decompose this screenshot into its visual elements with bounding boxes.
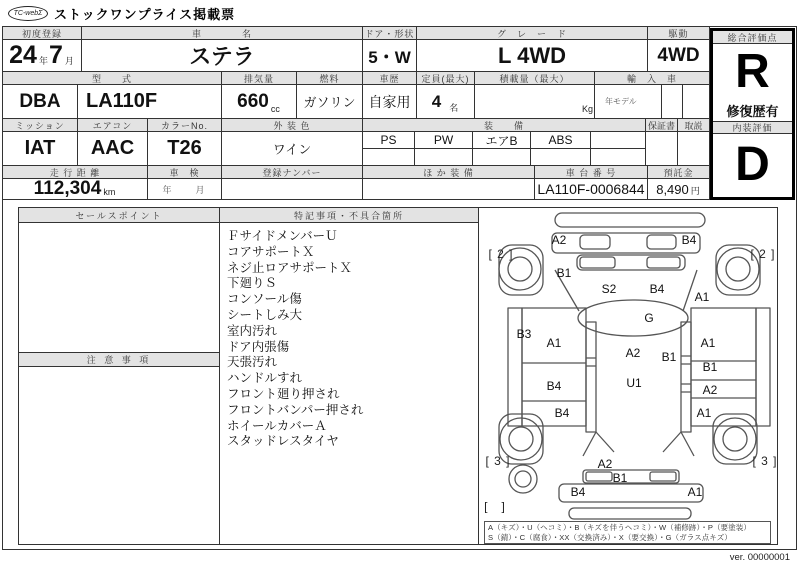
mileage-number: 112,304 <box>33 179 102 199</box>
damage-marker: A2 <box>625 346 641 360</box>
value-displacement <box>222 85 297 119</box>
equipment-cell-empty4 <box>473 149 531 166</box>
header-grade: グ レ ー ド <box>417 27 648 40</box>
equipment-cell-empty1 <box>591 132 646 149</box>
header-interior-rating: 内装評価 <box>713 121 792 134</box>
header-warranty: 保証書 <box>646 119 678 132</box>
wheel-grade-label: [ 3 ] <box>485 454 511 468</box>
header-aircon: エアコン <box>78 119 148 132</box>
header-defects: 特記事項・不具合箇所 <box>220 208 478 223</box>
header-car-name: 車 名 <box>82 27 363 40</box>
version-text: ver. 00000001 <box>729 552 790 563</box>
header-mileage: 走 行 距 離 <box>3 166 148 179</box>
damage-marker: B4 <box>649 282 665 296</box>
equipment-cell-ps: PS <box>363 132 415 149</box>
header-reg-number: 登録ナンバー <box>222 166 363 179</box>
interior-rating-value: D <box>735 138 770 191</box>
header-chassis-number: 車 台 番 号 <box>535 166 648 179</box>
defect-item: フロントバンパー押され <box>227 402 364 417</box>
value-inspection: 年 月 <box>148 179 222 199</box>
tcweb-logo-icon: TC-webΣ <box>8 6 48 21</box>
header-first-registration: 初度登録 <box>3 27 82 40</box>
legend-line-1: A（キズ）・U（ヘコミ）・B（キズを伴うヘコミ）・W（補修跡）・P（要塗装） <box>488 523 751 532</box>
value-drive: 4WD <box>648 40 709 72</box>
value-grade: L 4WD <box>417 40 648 72</box>
value-import-sub1 <box>662 85 683 119</box>
damage-marker: B1 <box>556 266 572 280</box>
defect-list <box>220 223 478 450</box>
defect-item: フロント廻り押され <box>227 386 340 401</box>
equipment-cell-empty3 <box>415 149 473 166</box>
displacement-number: 660 <box>237 90 269 112</box>
value-model-code: LA110F <box>78 85 222 119</box>
damage-marker: A1 <box>687 485 703 499</box>
sales-point-content <box>19 223 219 352</box>
damage-marker: A1 <box>700 336 716 350</box>
capacity-number: 4 <box>431 91 442 111</box>
value-model-prefix: DBA <box>3 85 78 119</box>
damage-marker: B4 <box>546 379 562 393</box>
value-exterior-color: ワイン <box>222 132 363 166</box>
damage-marker: A2 <box>597 457 613 471</box>
damage-marker: A1 <box>696 406 712 420</box>
sales-point-box <box>18 207 220 545</box>
header-sales-point: セールスポイント <box>19 208 219 223</box>
mileage-unit: km <box>103 187 116 197</box>
header-history: 車歴 <box>363 72 417 85</box>
value-manual <box>678 132 709 166</box>
first-registration-year: 24 <box>9 41 37 69</box>
spec-table <box>2 26 710 200</box>
damage-marker: A2 <box>702 383 718 397</box>
defect-item: 天張汚れ <box>227 355 278 370</box>
header-load: 積載量（最大） <box>475 72 595 85</box>
defects-box <box>219 207 479 545</box>
header-drive: 駆動 <box>648 27 709 40</box>
first-registration-month: 7 <box>48 41 63 69</box>
load-unit: Kg <box>581 104 593 114</box>
value-history: 自家用 <box>363 85 417 119</box>
header-deposit: 預託金 <box>648 166 709 179</box>
defect-item: コンソール傷 <box>227 292 302 307</box>
header-exterior-color: 外 装 色 <box>222 119 363 132</box>
capacity-unit: 名 <box>449 103 459 113</box>
equipment-cell-empty5 <box>531 149 591 166</box>
header-mission: ミッション <box>3 119 78 132</box>
defect-item: 下廻りＳ <box>227 276 278 291</box>
defect-item: ＦサイドメンバーＵ <box>227 229 338 243</box>
deposit-number: 8,490 <box>656 181 689 197</box>
header-import-car: 輸 入 車 <box>595 72 709 85</box>
header-notes: 注 意 事 項 <box>19 352 219 367</box>
defect-item: シートしみ大 <box>227 307 303 322</box>
value-import-sub2 <box>683 85 709 119</box>
value-car-name: ステラ <box>82 40 363 72</box>
damage-marker: B1 <box>661 350 677 364</box>
wheel-grade-label: [ 2 ] <box>488 247 514 261</box>
value-first-registration <box>3 40 82 72</box>
header-model-code: 型 式 <box>3 72 222 85</box>
defect-item: ハンドルすれ <box>227 371 303 386</box>
value-deposit <box>648 179 709 199</box>
evaluation-box <box>710 28 795 200</box>
equipment-cell-airbag: エアB <box>473 132 531 149</box>
damage-marker: B1 <box>702 360 718 374</box>
document-title: ストックワンプライス掲載票 <box>54 7 236 22</box>
repair-history-note: 修復歴有 <box>726 103 779 119</box>
defect-item: コアサポートＸ <box>227 244 315 259</box>
value-mission: IAT <box>3 132 78 166</box>
damage-marker: B4 <box>570 485 586 499</box>
value-chassis-number: LA110F-0006844 <box>535 179 648 199</box>
equipment-cell-abs: ABS <box>531 132 591 149</box>
header-color-no: カラーNo. <box>148 119 222 132</box>
value-capacity <box>417 85 475 119</box>
header-inspection: 車 検 <box>148 166 222 179</box>
header-other-equipment: ほ か 装 備 <box>363 166 535 179</box>
value-warranty <box>646 132 678 166</box>
header-door-shape: ドア・形状 <box>363 27 417 40</box>
wheel-grade-label: [ ] <box>484 499 506 514</box>
equipment-cell-pw: PW <box>415 132 473 149</box>
defect-item: スタッドレスタイヤ <box>227 434 339 449</box>
first-registration-month-unit: 月 <box>64 56 74 66</box>
damage-marker: A2 <box>551 233 567 247</box>
value-door-shape: 5・W <box>363 40 417 72</box>
damage-marker: A1 <box>694 290 710 304</box>
damage-marker: B1 <box>612 471 628 485</box>
damage-marker: B3 <box>516 327 532 341</box>
equipment-cell-empty2 <box>363 149 415 166</box>
damage-legend <box>484 521 771 544</box>
value-fuel: ガソリン <box>297 85 363 119</box>
value-mileage <box>3 179 148 199</box>
wheel-grade-label: [ 2 ] <box>750 247 776 261</box>
defect-item: ネジ止ロアサポートＸ <box>227 260 353 275</box>
damage-marker: S2 <box>601 282 617 296</box>
defect-item: ホイールカバーＡ <box>227 418 327 433</box>
damage-marker-layer <box>479 208 777 520</box>
damage-diagram-box <box>478 207 778 545</box>
value-load <box>475 85 595 119</box>
value-color-no: T26 <box>148 132 222 166</box>
legend-line-2: S（錆）・C（腐食）・XX（交換済み）・X（要交換）・G（ガラス点キズ） <box>488 533 732 543</box>
header-capacity: 定員(最大) <box>417 72 475 85</box>
header-overall-rating: 総合評価点 <box>713 31 792 44</box>
displacement-unit: cc <box>270 104 280 114</box>
header-fuel: 燃料 <box>297 72 363 85</box>
header-manual: 取説 <box>678 119 709 132</box>
value-other-equipment <box>363 179 535 199</box>
value-reg-number <box>222 179 363 199</box>
header-row <box>8 4 235 23</box>
damage-marker: U1 <box>626 376 642 390</box>
equipment-cell-empty6 <box>591 149 646 166</box>
wheel-grade-label: [ 3 ] <box>752 454 778 468</box>
damage-marker: B4 <box>554 406 570 420</box>
import-year-model-label: 年モデル <box>605 97 637 106</box>
first-registration-year-unit: 年 <box>38 56 48 66</box>
overall-rating-value: R <box>735 44 770 98</box>
deposit-unit: 円 <box>690 186 700 196</box>
value-aircon: AAC <box>78 132 148 166</box>
header-equipment: 装 備 <box>363 119 646 132</box>
damage-marker: B4 <box>681 233 697 247</box>
header-displacement: 排気量 <box>222 72 297 85</box>
value-import-year-model <box>595 85 662 119</box>
damage-marker: A1 <box>546 336 562 350</box>
damage-marker: G <box>644 311 654 325</box>
defect-item: 室内汚れ <box>227 323 278 338</box>
defect-item: ドア内張傷 <box>227 339 290 354</box>
